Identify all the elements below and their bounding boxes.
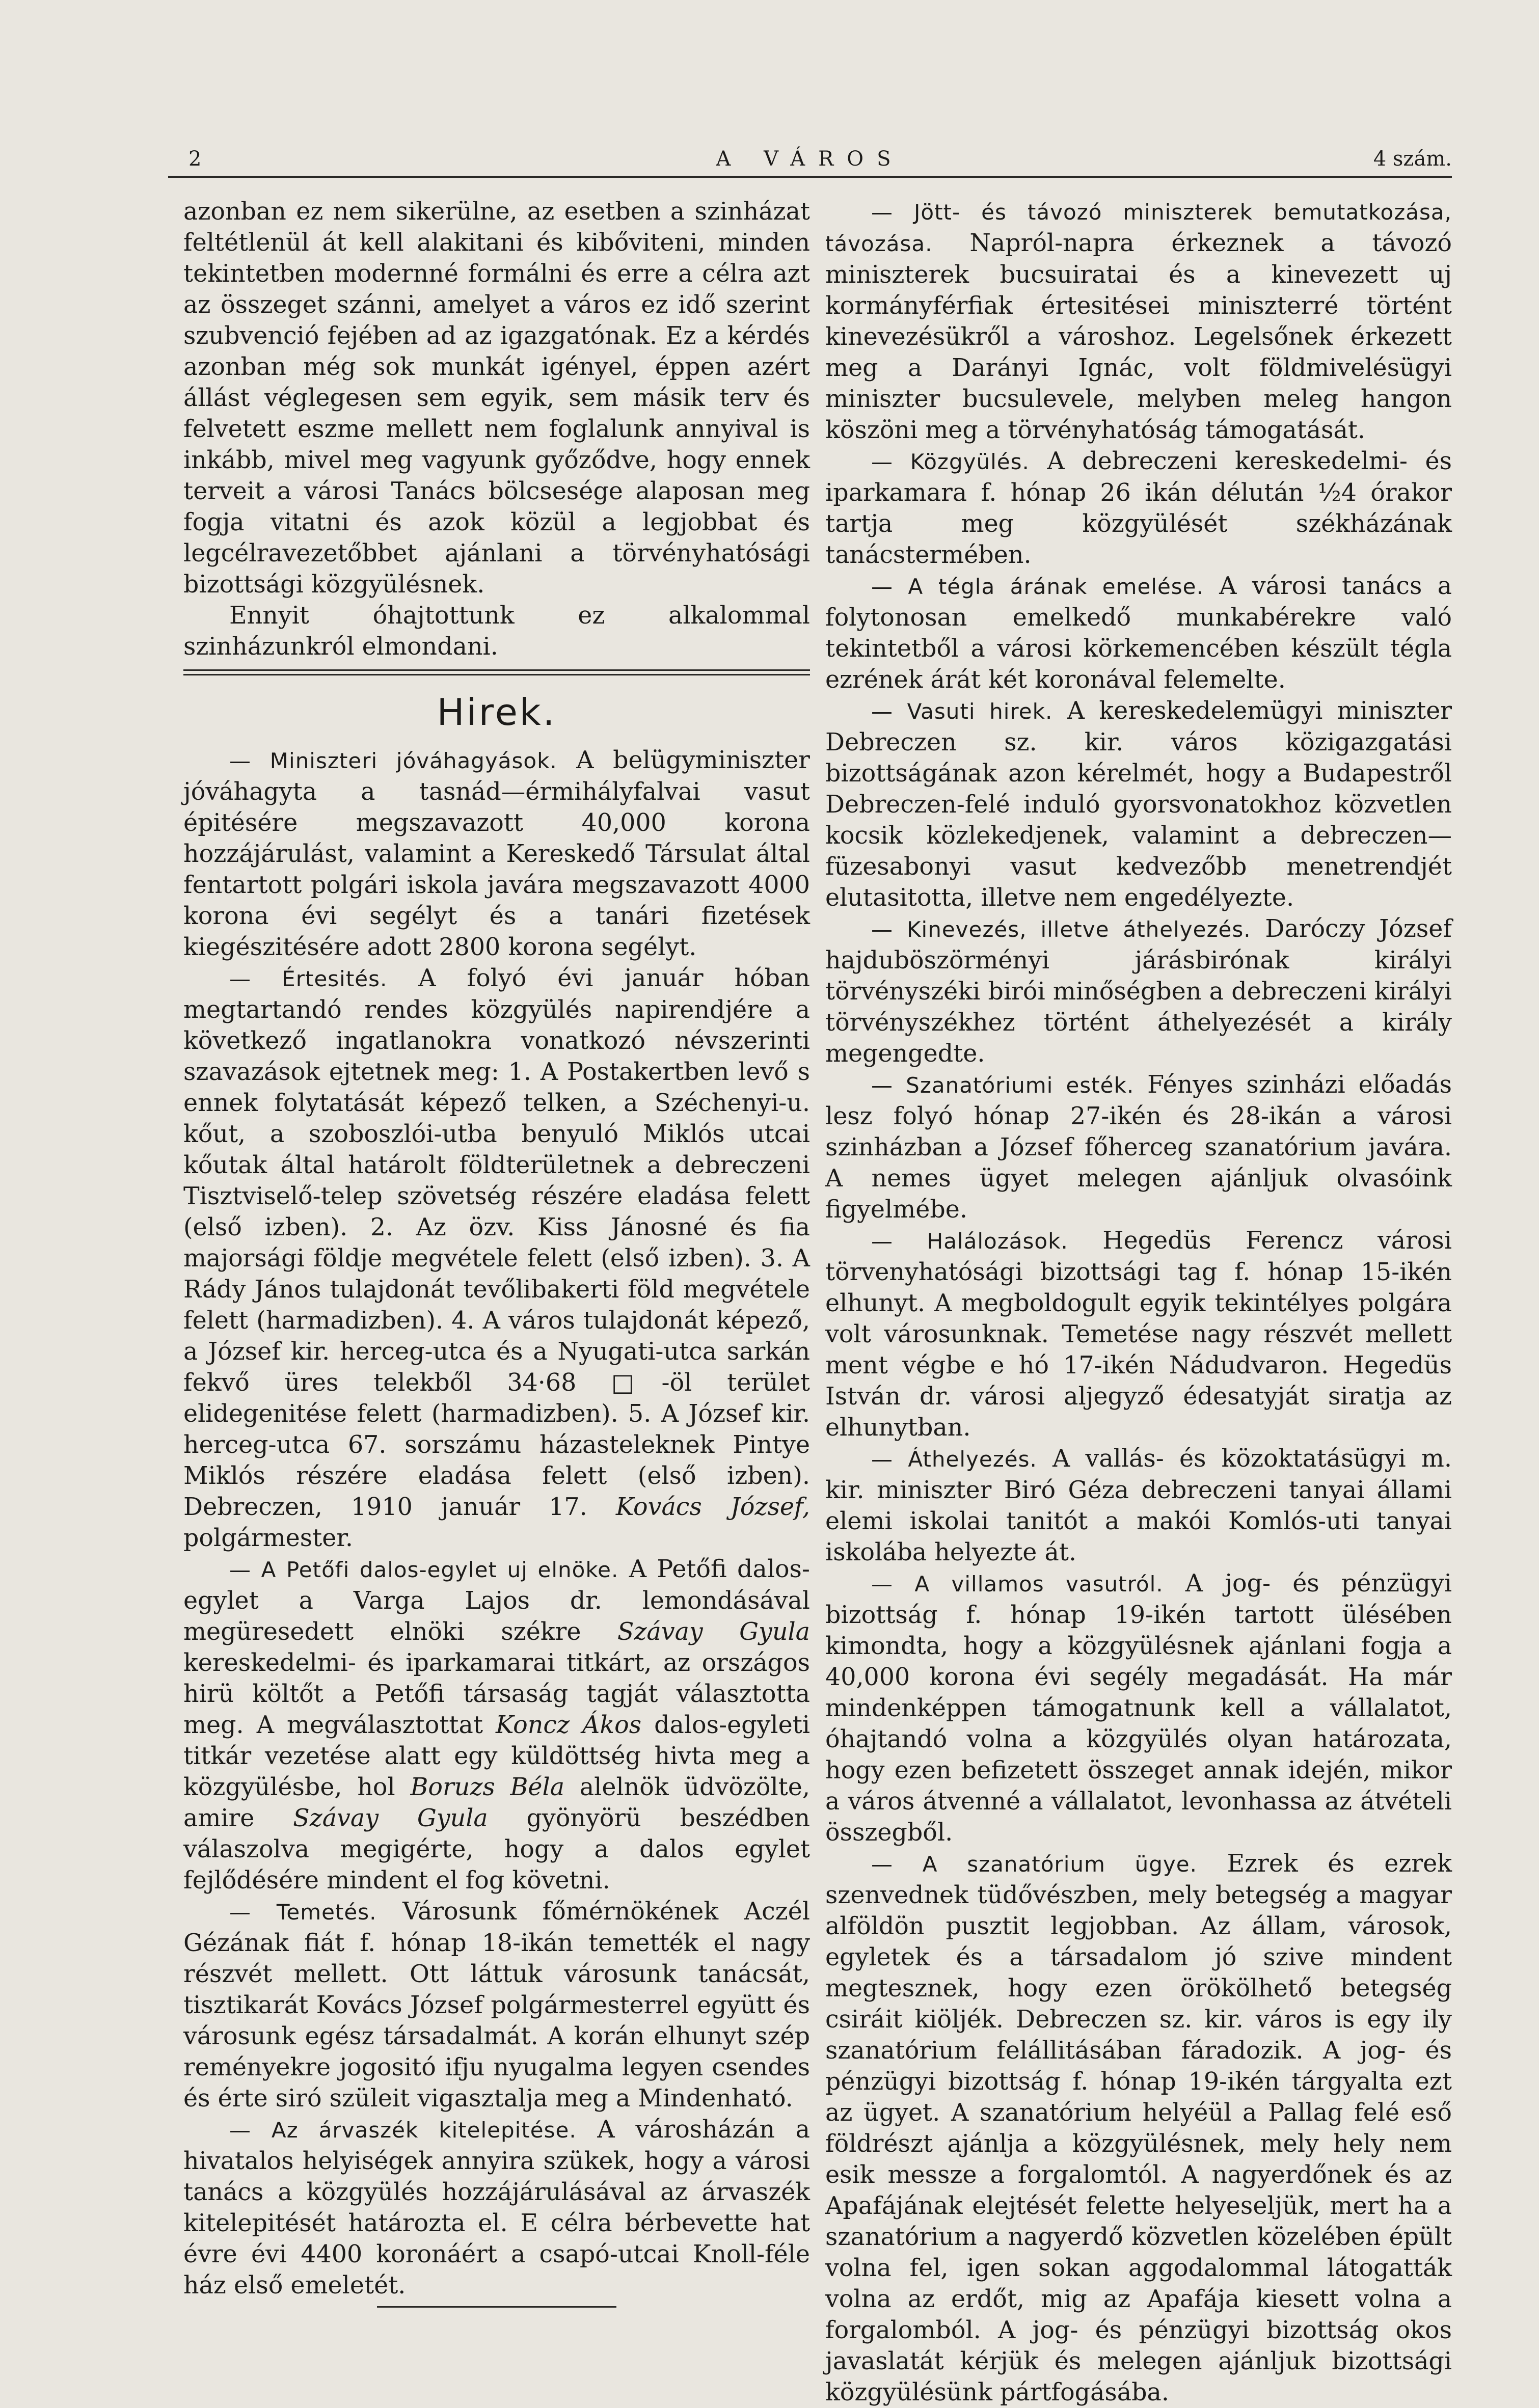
news-item-text: Fényes szinházi előadás lesz folyó hónap 27-ikén és 28-ikán a városi szinházban a József főherceg szanatórium javára. A nemes ügyet melegen ajánljuk olvasóink figyelmébe. — [825, 1071, 1452, 1224]
news-item — [825, 1568, 1452, 1848]
news-item-lead: — Temetés. — [229, 1900, 377, 1925]
double-divider — [183, 669, 810, 675]
news-item-text: alelnök üdvözölte, amire — [183, 1773, 810, 1832]
news-item-text: kereskedelmi- és iparkamarai titkárt, az országos hirü költőt a Petőfi társaság tagját választotta meg. A megválasztottat — [183, 1649, 810, 1739]
article-continuation: azonban ez nem sikerülne, az esetben a szinházat feltétlenül át kell alakitani és kibőviteni, minden tekintetben modernné formálni és erre a célra azt az összeget szánni, amelyet a város ez idő szerint szubvenció fejében ad az igazgatónak. Ez a kérdés azonban még sok munkát igényel, éppen azért állást véglegesen sem egyik, sem másik terv és felvetett eszme mellett nem foglalunk annyival is inkább, mivel meg vagyunk győződve, hogy ennek terveit a városi Tanács bölcsesége alaposan meg fogja vitatni és azok közül a legjobbat és legcélravezetőbbet ajánlani a törvényhatósági bizottsági közgyülésnek. — [183, 198, 810, 599]
news-item — [825, 1069, 1452, 1225]
masthead-title: A VÁROS — [716, 147, 904, 171]
person-name: Szávay Gyula — [617, 1618, 810, 1646]
issue-number: 4 szám. — [1373, 147, 1452, 171]
news-item-text: Városunk főmérnökének Aczél Gézának fiát f. hónap 18-ikán temették el nagy részvét mellett. Ott láttuk városunk tanácsát, tisztikarát Kovács József polgármesterrel együtt és városunk egész társadalmát. A korán elhunyt szép reményekre jogositó ifju nyugalma legyen csendes és érte siró szüleit vigasztalja meg a Mindenható. — [183, 1898, 810, 2113]
news-item-lead: — A tégla árának emelése. — [871, 574, 1204, 599]
person-name: Szávay Gyula — [293, 1804, 488, 1832]
news-item-lead: — Szanatóriumi esték. — [871, 1073, 1135, 1098]
news-item-lead: — Értesités. — [229, 966, 388, 991]
news-item — [825, 1848, 1452, 2408]
news-item-text: A folyó évi január hóban megtartandó rendes közgyülés napirendjére a következő ingatlanokra vonatkozó névszerinti szavazások ejtetnek meg: 1. A Postakertben levő s ennek folytatását képező telken, a Széchenyi-u. kőut, a szoboszlói-utba benyuló Miklós utcai kőutak által határolt földterületnek a debreczeni Tisztviselő-telep szövetség részére eladása felett (első izben). 2. Az özv. Kiss Jánosné és fia majorsági földje megvétele felett (első izben). 3. A Rády János tulajdonát tevőlibakerti föld megvétele felett (harmadizben). 4. A város tulajdonát képező, a József kir. herceg-utca és a Nyugati-utca sarkán fekvő üres telekből 34·68 □-öl terület elidegenitése felett (harmadizben). 5. A József kir. herceg-utca 67. sorszámu házasteleknek Pintye Miklós részére eladása felett (első izben). Debreczen, 1910 január 17. — [183, 964, 811, 1521]
signer-title: polgármester. — [183, 1524, 353, 1552]
news-item-text: Napról-napra érkeznek a távozó miniszterek bucsuiratai és a kinevezett uj kormányférfiak értesitései miniszterré történt kinevezésükről a városhoz. Legelsőnek érkezett meg a Darányi Ignác, volt földmivelésügyi miniszter bucsulevele, melyben meleg hangon köszöni meg a törvényhatóság támogatását. — [825, 229, 1452, 444]
news-item-lead: — A szanatórium ügye. — [871, 1852, 1197, 1877]
news-item — [825, 571, 1452, 695]
right-column — [825, 196, 1452, 2408]
page-header — [168, 144, 1452, 174]
news-item-text: Hegedüs Ferencz városi törvenyhatósági bizottsági tag f. hónap 15-ikén elhunyt. A megboldogult egyik tekintélyes polgára volt városunknak. Temetése nagy részvét mellett ment végbe e hó 17-ikén Nádudvaron. Hegedüs István dr. városi aljegyző édesatyját siratja az elhunytban. — [825, 1227, 1452, 1442]
page-number: 2 — [188, 147, 202, 171]
news-item — [825, 695, 1452, 913]
news-item — [183, 1896, 810, 2114]
news-item-text: A belügyminiszter jóváhagyta a tasnád—érmihályfalvai vasut épitésére megszavazott 40,000 korona hozzájárulást, valamint a Kereskedő Társulat által fentartott polgári iskola javára megszavazott 4000 korona évi segélyt és a tanári fizetések kiegészitésére adott 2800 korona segélyt. — [183, 746, 810, 961]
news-item-text: A kereskedelemügyi miniszter Debreczen sz. kir. város közigazgatási bizottságának azon kérelmét, hogy a Budapestről Debreczen-felé induló gyorsvonatokhoz közvetlen kocsik közlekedjenek, valamint a debreczen—füzesabonyi vasut kedvezőbb menetrendjét elutasitotta, illetve nem engedélyezte. — [825, 697, 1452, 912]
news-item-text: A debreczeni kereskedelmi- és iparkamara f. hónap 26 ikán délután ½4 órakor tartja meg közgyülését székházának tanácstermében. — [825, 447, 1452, 569]
signer-name: Kovács József, — [615, 1493, 810, 1521]
news-item — [183, 2114, 810, 2301]
news-item-text: A jog- és pénzügyi bizottság f. hónap 19-ikén tartott ülésében kimondta, hogy a közgyülésnek ajánlani fogja a 40,000 korona évi segély megadását. Ha már mindenképpen támogatnunk kell a vállalatot, óhajtandó volna a közgyülés olyan határozata, hogy ezen befizetett összeget annak idején, mikor a város átvenné a vállalatot, levonhassa az átvételi összegből. — [825, 1570, 1452, 1847]
news-item — [825, 446, 1452, 571]
news-item — [825, 1225, 1452, 1443]
news-item-lead: — Áthelyezés. — [871, 1447, 1037, 1472]
news-item-lead: — A villamos vasutról. — [871, 1572, 1164, 1597]
news-item-lead: — Miniszteri jóváhagyások. — [229, 748, 557, 773]
news-item-lead: — Kinevezés, illetve áthelyezés. — [871, 917, 1251, 942]
news-item-lead: — A Petőfi dalos-egylet uj elnöke. — [229, 1557, 619, 1582]
left-column — [183, 196, 810, 2308]
news-item-text: A Petőfi dalos-egylet a Varga Lajos dr. lemondásával megüresedett elnöki székre — [183, 1555, 810, 1646]
article-closing: Ennyit óhajtottunk ez alkalommal szinházunkról elmondani. — [183, 602, 810, 661]
news-item — [825, 1443, 1452, 1568]
news-item — [183, 1554, 810, 1896]
news-item-text: dalos-egyleti titkár vezetése alatt egy küldöttség hivta meg a közgyülésbe, hol — [183, 1711, 811, 1801]
news-item — [183, 745, 810, 963]
news-item-text: Daróczy József hajduböszörményi járásbirónak királyi törvényszéki birói minőségben a debreczeni királyi törvényszékhez történt áthelyezését a király megengedte. — [825, 915, 1452, 1068]
news-item-lead: — Vasuti hirek. — [871, 699, 1053, 724]
news-item-lead: — Közgyülés. — [871, 449, 1030, 474]
news-item-text: Ezrek és ezrek szenvednek tüdővészben, mely betegség a magyar alföldön pusztit legjobban. Az állam, városok, egyletek és a társadalom jó szive mindent megtesznek, hogy ezen örökölhető betegség csiráit kiöljék. Debreczen sz. kir. város is egy ily szanatórium felállitásában fáradozik. A jog- és pénzügyi bizottság f. hónap 19-ikén tárgyalta ezt az ügyet. A szanatórium helyéül a Pallag felé eső földrészt ajánlja a közgyülésnek, mely hely nem esik messze a forgalomtól. A nagyerdőnek és az Apafájának elejtését felette helyeseljük, mert ha a szanatórium a nagyerdő közvetlen közelében épült volna fel, igen sokan aggodalommal látogatták volna az erdőt, mig az Apafája kiesett volna a forgalomból. A jog- és pénzügyi bizottság okos javaslatát kérjük és melegen ajánljuk bizottsági közgyülésünk pártfogásába. — [825, 1850, 1452, 2406]
person-name: Koncz Ákos — [495, 1711, 642, 1739]
news-item — [825, 913, 1452, 1069]
news-item-text: A városházán a hivatalos helyiségek annyira szükek, hogy a városi tanács a közgyülés hozzájárulásával az árvaszék kitelepitését határozta el. E célra bérbevette hat évre évi 4400 koronáért a csapó-utcai Knoll-féle ház első emeletét. — [183, 2116, 810, 2299]
end-rule — [377, 2306, 616, 2308]
news-item — [825, 196, 1452, 446]
person-name: Boruzs Béla — [410, 1773, 565, 1801]
news-item-lead: — Jött- és távozó miniszterek bemutatkozása, távozása. — [825, 200, 1452, 256]
news-item-text: A vallás- és közoktatásügyi m. kir. miniszter Biró Géza debreczeni tanyai állami elemi iskolai tanitót a makói Komlós-uti tanyai iskolába helyezte át. — [825, 1445, 1452, 1566]
header-rule — [168, 176, 1452, 178]
news-item-lead: — Az árvaszék kitelepitése. — [229, 2118, 577, 2143]
news-item-text: gyönyörü beszédben válaszolva megigérte, hogy a dalos egylet fejlődésére mindent el fog követni. — [183, 1804, 811, 1895]
news-item — [183, 963, 810, 1554]
section-title: Hirek. — [437, 691, 557, 734]
news-item-lead: — Halálozások. — [871, 1229, 1068, 1254]
news-item-text: A városi tanács a folytonosan emelkedő munkabérekre való tekintetből a városi körkemencében készült tégla ezrének árát két koronával felemelte. — [825, 572, 1452, 694]
